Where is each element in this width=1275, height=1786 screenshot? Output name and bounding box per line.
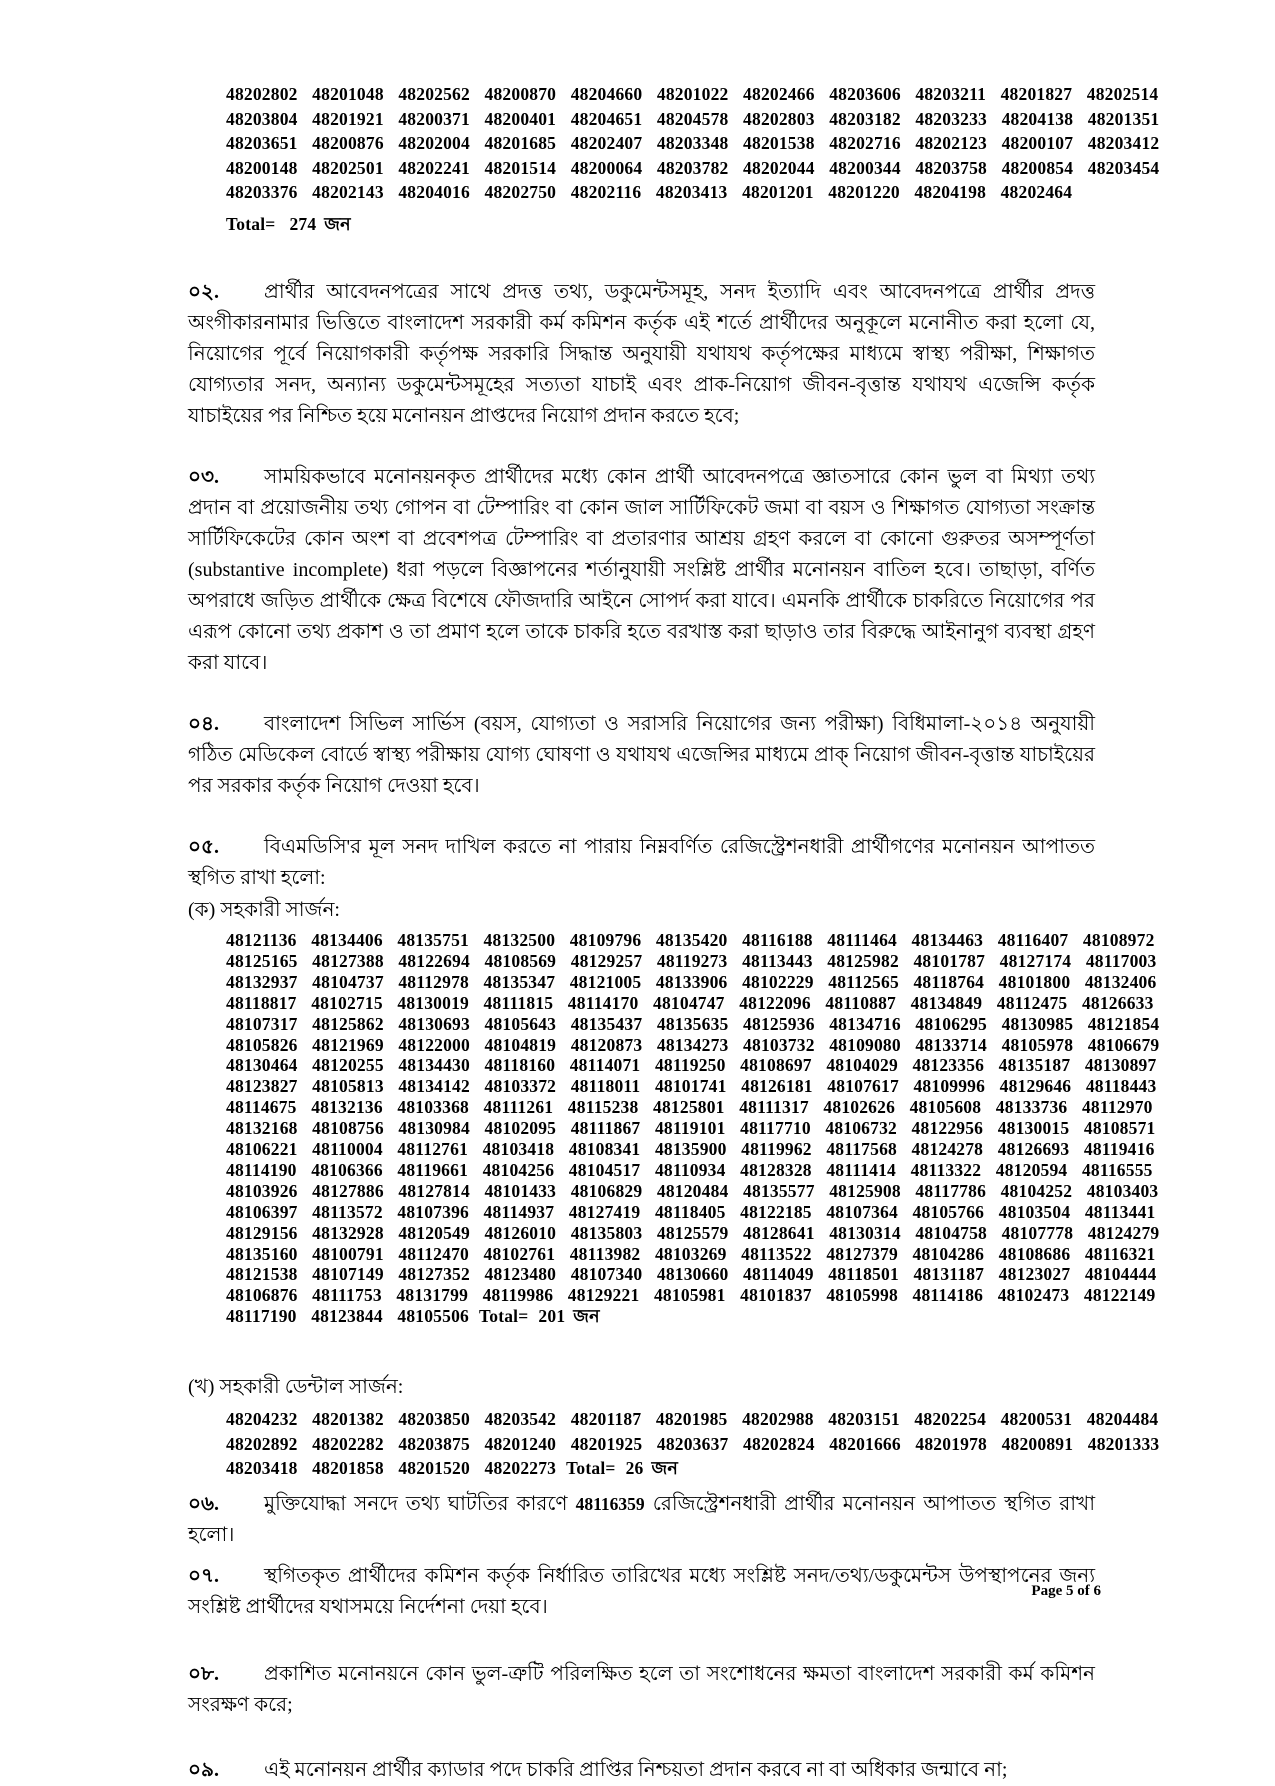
registration-row: 48106876 48111753 48131799 48119986 48129221 48105981 48101837 48105998 48114186 48102473 48122149 <box>226 1285 1156 1306</box>
registration-row-with-total <box>226 1456 1095 1481</box>
section-ka-label: (ক) সহকারী সার্জন: <box>188 898 340 921</box>
registration-list-continued <box>226 82 1160 241</box>
registration-row: 48204232 48201382 48203850 48203542 48201187 48201985 48202988 48203151 48202254 48200531 48204484 <box>226 1409 1159 1430</box>
registration-list-assistant-surgeon <box>226 929 1160 1327</box>
total-label: Total= <box>478 1306 529 1327</box>
registration-row-with-total <box>226 1306 1095 1327</box>
paragraph-number: ০৭. <box>188 1564 220 1587</box>
paragraph-text: মুক্তিযোদ্ধা সনদে তথ্য ঘাটতির কারণে <box>264 1492 576 1515</box>
total-count: 201 <box>538 1306 566 1327</box>
registration-row: 48123827 48105813 48134142 48103372 48118011 48101741 48126181 48107617 48109996 48129646 48118443 <box>226 1076 1157 1097</box>
registration-row: 48117190 48123844 48105506 <box>226 1306 469 1327</box>
total-label: Total= <box>226 213 276 234</box>
registration-row: 48106221 48110004 48112761 48103418 48108341 48135900 48119962 48117568 48124278 48126693 48119416 <box>226 1139 1155 1160</box>
registration-row: 48203651 48200876 48202004 48201685 48202407 48203348 48201538 48202716 48202123 48200107 48203412 <box>226 133 1160 154</box>
registration-row: 48130464 48120255 48134430 48118160 48114071 48119250 48108697 48104029 48123356 48135187 48130897 <box>226 1055 1157 1076</box>
registration-list-assistant-dental-surgeon <box>226 1407 1160 1481</box>
registration-row: 48103926 48127886 48127814 48101433 48106829 48120484 48135577 48125908 48117786 48104252 48103403 <box>226 1180 1159 1201</box>
paragraph-text: রেজিস্ট্রেশনধারী প্রার্থীর মনোনয়ন আপাতত স্থগিত রাখা হলো। <box>188 1492 1095 1546</box>
paragraph-number: ০২. <box>188 280 220 303</box>
total-line <box>226 212 1095 241</box>
paragraph-04 <box>188 709 1095 802</box>
section-kha-label: (খ) সহকারী ডেন্টাল সার্জন: <box>188 1376 404 1399</box>
registration-row: 48132937 48104737 48112978 48135347 48121005 48133906 48102229 48112565 48118764 48101800 48132406 <box>226 971 1157 992</box>
registration-row: 48203804 48201921 48200371 48200401 48204651 48204578 48202803 48203182 48203233 48204138 48201351 <box>226 108 1160 129</box>
registration-row: 48203418 48201858 48201520 48202273 <box>226 1458 557 1479</box>
registration-row: 48114190 48106366 48119661 48104256 48104517 48110934 48128328 48111414 48113322 48120594 48116555 <box>226 1159 1153 1180</box>
registration-row: 48114675 48132136 48103368 48111261 48115238 48125801 48111317 48102626 48105608 48133736 48112970 <box>226 1097 1153 1118</box>
paragraph-number: ০৪. <box>188 712 219 735</box>
registration-row: 48107317 48125862 48130693 48105643 48135437 48135635 48125936 48134716 48106295 48130985 48121854 <box>226 1013 1160 1034</box>
paragraph-number: ০৯. <box>188 1758 219 1781</box>
paragraph-text: স্থগিতকৃত প্রার্থীদের কমিশন কর্তৃক নির্ধারিত তারিখের মধ্যে সংশ্লিষ্ট সনদ/তথ্য/ডকুমেন্টস উপস্থাপনের জন্য সংশ্লিষ্ট প্রার্থীদের যথাসময়ে নির্দেশনা দেয়া হবে। <box>188 1564 1095 1618</box>
paragraph-06 <box>188 1489 1095 1551</box>
total-label: Total= <box>566 1458 616 1479</box>
page-number-indicator: Page 5 of 6 <box>1031 1583 1101 1599</box>
paragraph-03 <box>188 462 1095 679</box>
registration-row: 48202802 48201048 48202562 48200870 48204660 48201022 48202466 48203606 48203211 48201827 48202514 <box>226 84 1159 104</box>
registration-row: 48203376 48202143 48204016 48202750 48202116 48203413 48201201 48201220 48204198 48202464 <box>226 182 1073 203</box>
paragraph-number: ০৮. <box>188 1662 219 1685</box>
paragraph-text: সাময়িকভাবে মনোনয়নকৃত প্রার্থীদের মধ্যে কোন প্রার্থী আবেদনপত্রে জ্ঞাতসারে কোন ভুল বা মিথ্যা তথ্য প্রদান বা প্রয়োজনীয় তথ্য গোপন বা টেম্পারিং বা কোন জাল সার্টিফিকেট জমা বা বয়স ও শিক্ষাগত যোগ্যতা সংক্রান্ত সার্টিফিকেটের কোন অংশ বা প্রবেশপত্র টেম্পারিং বা প্রতারণার আশ্রয় গ্রহণ করলে বা কোনো গুরুতর অসম্পূর্ণতা (substantive incomplete) ধরা পড়লে বিজ্ঞাপনের শর্তানুযায়ী সংশ্লিষ্ট প্রার্থীর মনোনয়ন বাতিল হবে। তাছাড়া, বর্ণিত অপরাধে জড়িত প্রার্থীকে ক্ষেত্র বিশেষে ফৌজদারি আইনে সোপর্দ করা যাবে। এমনকি প্রার্থীকে চাকরিতে নিয়োগের পর এরূপ কোনো তথ্য প্রকাশ ও তা প্রমাণ হলে তাকে চাকরি হতে বরখাস্ত করা ছাড়াও তার বিরুদ্ধে আইনানুগ ব্যবস্থা গ্রহণ করা যাবে। <box>188 465 1095 674</box>
total-line <box>479 1306 600 1326</box>
paragraph-text: এই মনোনয়ন প্রার্থীর ক্যাডার পদে চাকরি প্রাপ্তির নিশ্চয়তা প্রদান করবে না বা অধিকার জন্মাবে না; <box>264 1758 1008 1781</box>
total-count: 26 <box>625 1458 644 1479</box>
registration-row: 48121136 48134406 48135751 48132500 48109796 48135420 48116188 48111464 48134463 48116407 48108972 <box>226 929 1155 950</box>
total-unit: জন <box>324 213 351 234</box>
paragraph-05 <box>188 832 1095 894</box>
registration-row: 48105826 48121969 48122000 48104819 48120873 48134273 48103732 48109080 48133714 48105978 48106679 <box>226 1034 1160 1055</box>
paragraph-text: প্রকাশিত মনোনয়নে কোন ভুল-ত্রুটি পরিলক্ষিত হলে তা সংশোধনের ক্ষমতা বাংলাদেশ সরকারী কর্ম কমিশন সংরক্ষণ করে; <box>188 1662 1095 1716</box>
total-line <box>566 1458 678 1478</box>
paragraph-07 <box>188 1561 1095 1623</box>
registration-row: 48129156 48132928 48120549 48126010 48135803 48125579 48128641 48130314 48104758 48107778 48124279 <box>226 1222 1160 1243</box>
registration-row: 48202892 48202282 48203875 48201240 48201925 48203637 48202824 48201666 48201978 48200891 48201333 <box>226 1433 1160 1454</box>
total-unit: জন <box>651 1458 678 1479</box>
registration-row: 48132168 48108756 48130984 48102095 48111867 48119101 48117710 48106732 48122956 48130015 48108571 <box>226 1118 1156 1139</box>
paragraph-text: বিএমডিসি'র মূল সনদ দাখিল করতে না পারায় নিম্নবর্ণিত রেজিস্ট্রেশনধারী প্রার্থীগণের মনোনয়ন আপাতত স্থগিত রাখা হলো: <box>188 835 1095 889</box>
paragraph-text: প্রার্থীর আবেদনপত্রের সাথে প্রদত্ত তথ্য, ডকুমেন্টসমূহ, সনদ ইত্যাদি এবং আবেদনপত্রে প্রার্থীর প্রদত্ত অংগীকারনামার ভিত্তিতে বাংলাদেশ সরকারী কর্ম কমিশন কর্তৃক এই শর্তে প্রার্থীদের অনুকূলে মনোনীত করা হলো যে, নিয়োগের পূর্বে নিয়োগকারী কর্তৃপক্ষ সরকারি সিদ্ধান্ত অনুযায়ী যথাযথ কর্তৃপক্ষের মাধ্যমে স্বাস্থ্য পরীক্ষা, শিক্ষাগত যোগ্যতার সনদ, অন্যান্য ডকুমেন্টসমূহের সত্যতা যাচাই এবং প্রাক-নিয়োগ জীবন-বৃত্তান্ত যথাযথ এজেন্সি কর্তৃক যাচাইয়ের পর নিশ্চিত হয়ে মনোনয়ন প্রাপ্তদের নিয়োগ প্রদান করতে হবে; <box>188 280 1095 427</box>
paragraph-number: ০৬. <box>188 1492 220 1515</box>
registration-row: 48125165 48127388 48122694 48108569 48129257 48119273 48113443 48125982 48101787 48127174 48117003 <box>226 950 1157 971</box>
total-unit: জন <box>573 1306 600 1327</box>
paragraph-09 <box>188 1755 1095 1786</box>
registration-row: 48121538 48107149 48127352 48123480 48107340 48130660 48114049 48118501 48131187 48123027 48104444 <box>226 1264 1157 1285</box>
registration-row: 48135160 48100791 48112470 48102761 48113982 48103269 48113522 48127379 48104286 48108686 48116321 <box>226 1243 1156 1264</box>
paragraph-08 <box>188 1659 1095 1721</box>
registration-row: 48118817 48102715 48130019 48111815 48114170 48104747 48122096 48110887 48134849 48112475 48126633 <box>226 992 1154 1013</box>
total-count: 274 <box>289 213 317 234</box>
paragraph-number: ০৫. <box>188 835 219 858</box>
suspended-registration-number: 48116359 <box>575 1493 645 1514</box>
registration-row: 48200148 48202501 48202241 48201514 48200064 48203782 48202044 48200344 48203758 48200854 48203454 <box>226 157 1160 178</box>
paragraph-number: ০৩. <box>188 465 220 488</box>
paragraph-02 <box>188 277 1095 432</box>
paragraph-text: বাংলাদেশ সিভিল সার্ভিস (বয়স, যোগ্যতা ও সরাসরি নিয়োগের জন্য পরীক্ষা) বিধিমালা-২০১৪ অনুযায়ী গঠিত মেডিকেল বোর্ডে স্বাস্থ্য পরীক্ষায় যোগ্য ঘোষণা ও যথাযথ এজেন্সির মাধ্যমে প্রাক্‌ নিয়োগ জীবন-বৃত্তান্ত যাচাইয়ের পর সরকার কর্তৃক নিয়োগ দেওয়া হবে। <box>188 712 1095 797</box>
registration-row: 48106397 48113572 48107396 48114937 48127419 48118405 48122185 48107364 48105766 48103504 48113441 <box>226 1201 1156 1222</box>
